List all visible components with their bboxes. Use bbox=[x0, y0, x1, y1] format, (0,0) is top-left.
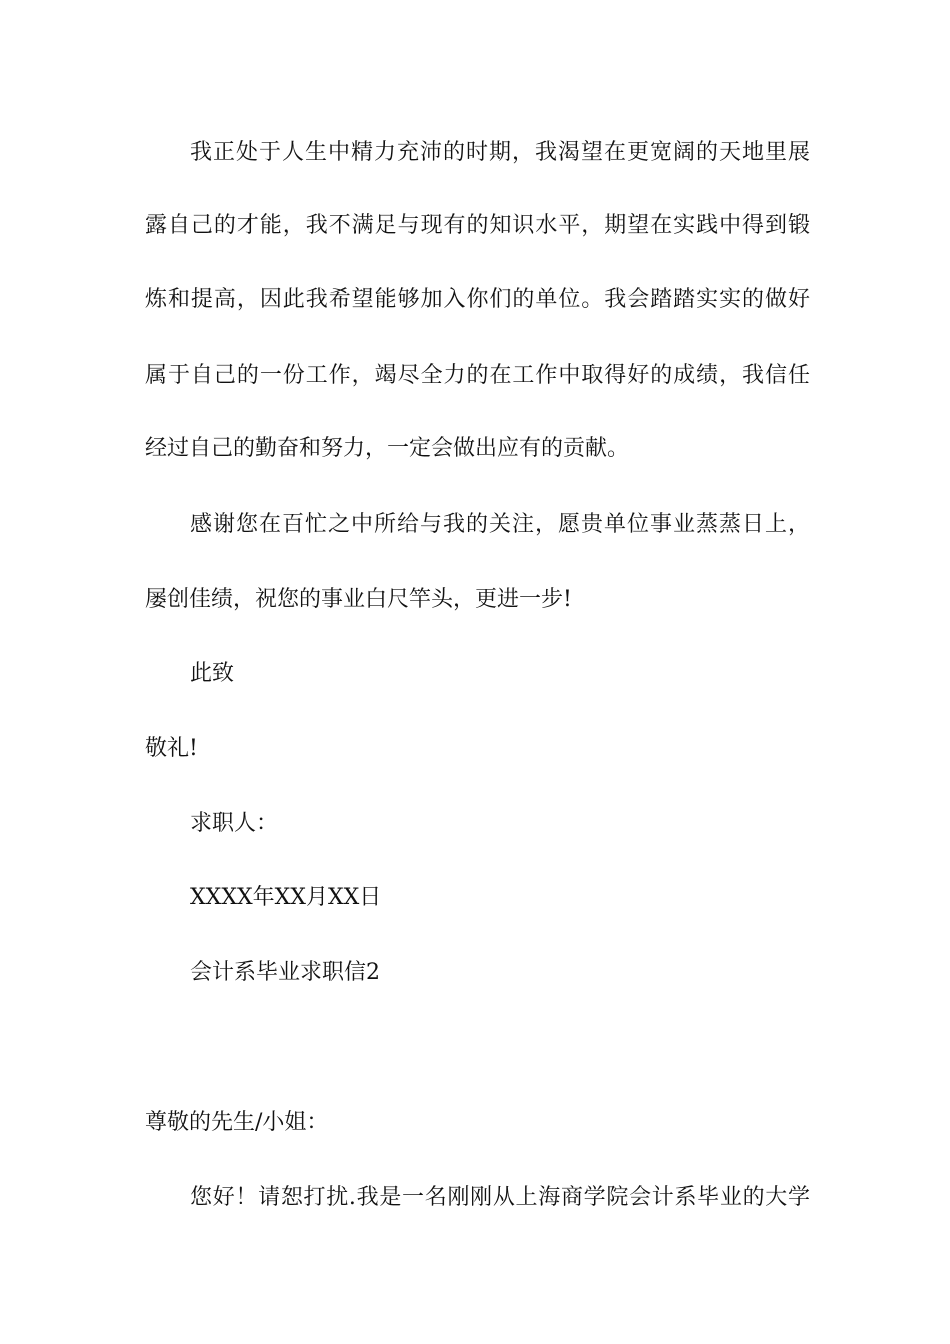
paragraph-1-line-1: 我正处于人生中精力充沛的时期，我渴望在更宽阔的天地里展 bbox=[190, 140, 810, 165]
greeting-text: 尊敬的先生/小姐： bbox=[145, 1110, 329, 1135]
section-title: 会计系毕业求职信2 bbox=[190, 960, 380, 985]
paragraph-3-line-1: 您好！请恕打扰.我是一名刚刚从上海商学院会计系毕业的大学 bbox=[190, 1185, 810, 1210]
date-text: XXXX年XX月XX日 bbox=[190, 885, 382, 910]
closing-text: 此致 bbox=[190, 661, 235, 686]
paragraph-1-line-4: 属于自己的一份工作，竭尽全力的在工作中取得好的成绩，我信任 bbox=[145, 363, 810, 388]
signer-label: 求职人： bbox=[190, 811, 279, 836]
paragraph-2-line-2: 屡创佳绩，祝您的事业白尺竿头，更进一步! bbox=[145, 587, 572, 612]
paragraph-1-line-2: 露自己的才能，我不满足与现有的知识水平，期望在实践中得到锻 bbox=[145, 213, 810, 238]
paragraph-2-line-1: 感谢您在百忙之中所给与我的关注，愿贵单位事业蒸蒸日上， bbox=[190, 512, 810, 537]
salute-text: 敬礼! bbox=[145, 736, 198, 761]
paragraph-1-line-5: 经过自己的勤奋和努力，一定会做出应有的贡献。 bbox=[145, 436, 630, 461]
paragraph-1-line-3: 炼和提高，因此我希望能够加入你们的单位。我会踏踏实实的做好 bbox=[145, 287, 810, 312]
